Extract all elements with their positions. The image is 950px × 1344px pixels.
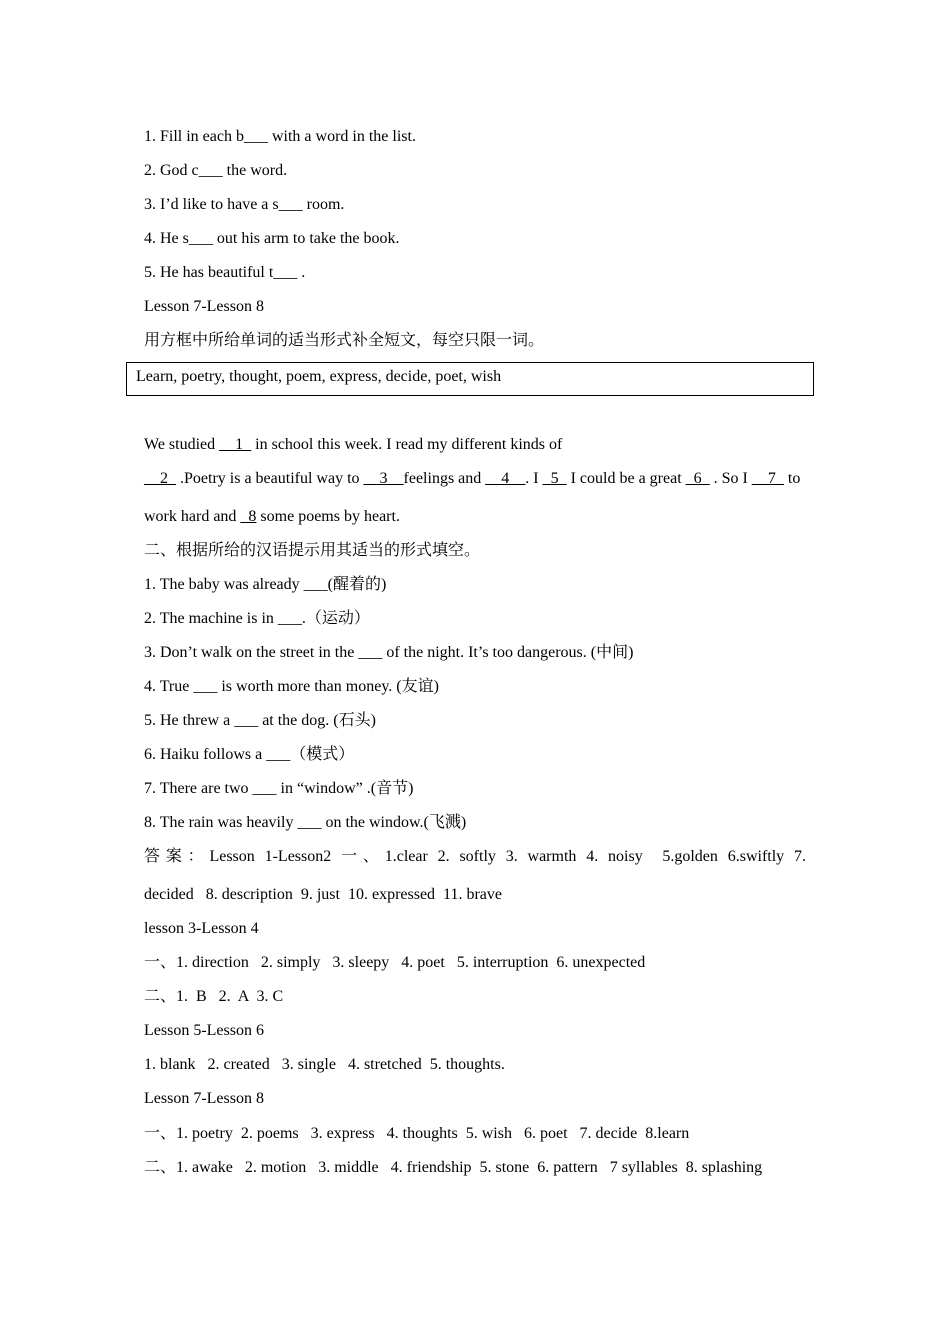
answers-lesson7-8-part1: 一、1. poetry 2. poems 3. express 4. thoughts 5. wish 6. poet 7. decide 8.learn [144,1125,690,1142]
exercise-q1: 1. Fill in each b___ with a word in the list. [144,128,416,145]
blank-8: _8 [240,508,257,525]
exercise-q4: 4. He s___ out his arm to take the book. [144,230,400,247]
part2-q7: 7. There are two ___ in “window” .(音节) [144,780,414,797]
passage-text: I could be a great [566,470,686,487]
answers-lesson3-4-part2: 二、1. B 2. A 3. C [144,988,284,1005]
passage-text: to [783,470,801,487]
passage-text: work hard and [144,508,241,525]
answers-line-2: decided 8. description 9. just 10. expressed 11. brave [144,886,502,903]
answers-lesson5-6-line: 1. blank 2. created 3. single 4. stretched 5. thoughts. [144,1056,505,1073]
blank-3: __3__ [363,470,404,487]
part2-q6: 6. Haiku follows a ___（模式） [144,746,355,763]
passage-text: . I [525,470,543,487]
lesson7-8-heading: Lesson 7-Lesson 8 [144,298,264,315]
exercise-q2: 2. God c___ the word. [144,162,288,179]
part2-q2: 2. The machine is in ___.（运动） [144,610,370,627]
answers-lesson3-4-heading: lesson 3-Lesson 4 [144,920,259,937]
blank-6: _6_ [685,470,710,487]
passage-text: .Poetry is a beautiful way to [176,470,364,487]
answers-line-1: 答案：Lesson 1-Lesson2 一、1.clear 2. softly 3. warmth 4. noisy 5.golden 6.swiftly 7. [144,848,806,865]
part2-q8: 8. The rain was heavily ___ on the window.(飞溅) [144,814,467,831]
passage-text: in school this week. I read my different kinds of [251,436,563,453]
passage-text: . So I [709,470,752,487]
passage-text: feelings and [403,470,486,487]
blank-4: __4__ [485,470,526,487]
blank-5: _5_ [542,470,567,487]
part2-q4: 4. True ___ is worth more than money. (友谊) [144,678,439,695]
passage-line-1 [144,435,562,455]
exercise-q3: 3. I’d like to have a s___ room. [144,196,345,213]
part2-heading: 二、根据所给的汉语提示用其适当的形式填空。 [144,542,481,559]
blank-1: __1_ [219,436,252,453]
passage-line-3 [144,507,400,527]
lesson7-8-instruction: 用方框中所给单词的适当形式补全短文，每空只限一词。 [144,332,545,349]
blank-2: __2_ [144,470,176,487]
part2-q1: 1. The baby was already ___(醒着的) [144,576,387,593]
passage-line-2 [144,469,800,489]
answers-lesson3-4-part1: 一、1. direction 2. simply 3. sleepy 4. poet 5. interruption 6. unexpected [144,954,646,971]
part2-q5: 5. He threw a ___ at the dog. (石头) [144,712,376,729]
word-list-box [126,362,814,396]
answers-lesson7-8-part2: 二、1. awake 2. motion 3. middle 4. friendship 5. stone 6. pattern 7 syllables 8. splashing [144,1159,763,1176]
passage-text: We studied [144,436,220,453]
exercise-q5: 5. He has beautiful t___ . [144,264,306,281]
word-list-text: Learn, poetry, thought, poem, express, decide, poet, wish [136,368,502,385]
answers-lesson5-6-heading: Lesson 5-Lesson 6 [144,1022,264,1039]
passage-text: some poems by heart. [256,508,400,525]
answers-lesson7-8-heading: Lesson 7-Lesson 8 [144,1090,264,1107]
part2-q3: 3. Don’t walk on the street in the ___ of the night. It’s too dangerous. (中间) [144,644,634,661]
blank-7: __7_ [751,470,784,487]
